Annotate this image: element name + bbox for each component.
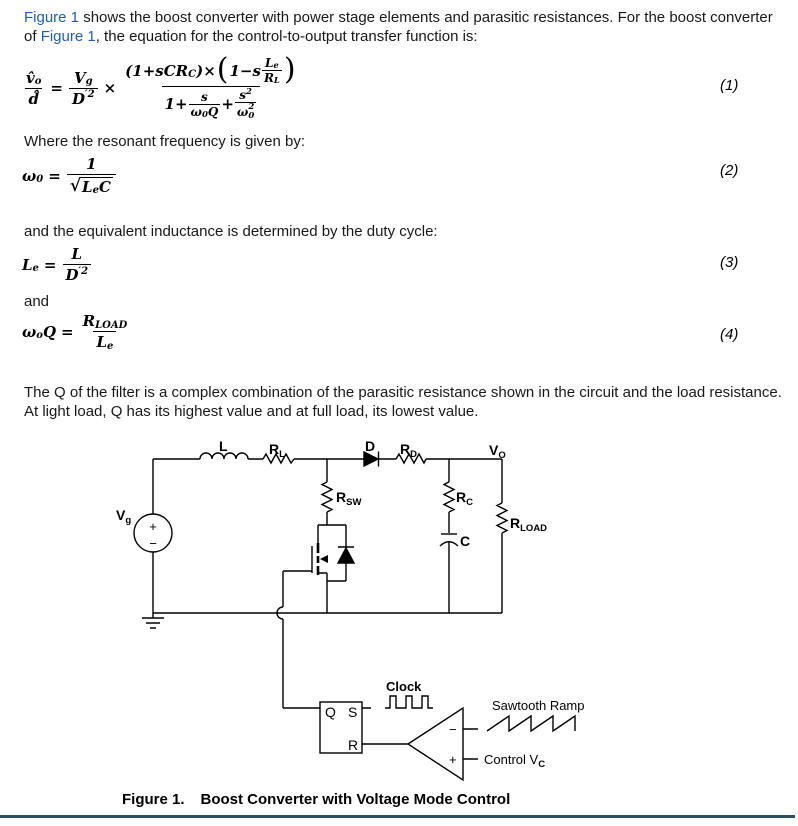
circuit-diagram (0, 430, 798, 790)
equals-sign: = (43, 255, 57, 274)
clock-label: Clock (386, 679, 422, 694)
resistor-rload (497, 503, 507, 533)
comparator-minus-icon: − (449, 722, 457, 737)
equals-sign: = (50, 79, 63, 98)
comparator-plus-icon: + (449, 752, 457, 767)
equation-1-number: (1) (720, 77, 739, 94)
label-cap: C (460, 533, 471, 549)
latch-r-label: R (348, 737, 359, 753)
clock-waveform (385, 696, 433, 708)
label-vg: $V_g$ (116, 507, 132, 526)
figure-caption-title: Boost Converter with Voltage Mode Control (200, 791, 511, 808)
and-line: and (24, 293, 50, 310)
equation-4-number: (4) (720, 326, 739, 343)
equation-2: ω 0 = 1 √ L e C (22, 155, 117, 196)
figure1-link-2[interactable]: Figure 1 (40, 28, 96, 45)
equals-sign: = (61, 322, 74, 341)
equals-sign: = (48, 166, 61, 185)
equation-1 (22, 51, 301, 121)
resistor-rc (444, 482, 454, 512)
mosfet-arrow (320, 555, 328, 563)
q-paragraph: The Q of the filter is a complex combination of the parasitic resistance shown in the circuit and the load resistance. At light load, Q has its highest value and at full load, its lowest value. (24, 384, 782, 420)
eq1-main-fraction: (1+sCR C )× ( 1−s L e R L ) 1+ s ω 0 Q + s 2 ω 2 0 (125, 51, 296, 121)
comparator (408, 708, 463, 780)
where-line: Where the resonant frequency is given by: (24, 133, 305, 150)
source-minus-icon: − (149, 536, 157, 551)
eq3-fraction: L D ′2 (63, 245, 92, 284)
mosfet-switch (312, 525, 346, 613)
equation-3: L e = L D ′2 (22, 245, 92, 284)
eq1-coef-fraction: V g D ′2 (69, 69, 98, 108)
inductance-line: and the equivalent inductance is determined by the duty cycle: (24, 223, 438, 240)
control-vc-label: Control $V_C$ (484, 752, 546, 770)
sawtooth-label: Sawtooth Ramp (492, 698, 585, 713)
latch-q-label: Q (325, 704, 336, 720)
label-diode: D (365, 438, 376, 454)
label-rsw: $R_{SW}$ (336, 489, 362, 508)
times-sign: × (103, 79, 117, 98)
intro-text-1: shows the boost converter with power stage elements and parasitic resistances. For the boost converter of (24, 9, 773, 45)
intro-text-2: , the equation for the control-to-output transfer function is: (95, 28, 478, 45)
label-vo: $V_O$ (489, 442, 506, 461)
latch-s-label: S (348, 704, 358, 720)
eq2-fraction: 1 √ L e C (67, 155, 116, 196)
bottom-rule (0, 815, 795, 818)
equation-4: ω o Q = R LOAD L e (22, 312, 131, 351)
resistor-rsw (322, 482, 332, 512)
label-rload: $R_{LOAD}$ (510, 515, 548, 534)
body-diode (327, 525, 354, 581)
label-rd: $R_D$ (400, 441, 417, 460)
label-rl: $R_L$ (269, 441, 285, 460)
ground-symbol (142, 613, 164, 628)
equation-3-number: (3) (720, 254, 739, 271)
intro-paragraph (24, 8, 782, 46)
equation-2-number: (2) (720, 162, 739, 179)
sawtooth-waveform (487, 716, 575, 731)
label-rc: $R_C$ (456, 489, 473, 508)
eq4-fraction: R LOAD L e (82, 312, 128, 352)
source-plus-icon: + (149, 519, 157, 534)
label-inductor: L (219, 438, 228, 454)
eq1-lhs-fraction: v̂ o d̂ (26, 68, 42, 108)
figure-caption (122, 791, 510, 808)
figure1-link[interactable]: Figure 1 (24, 9, 80, 26)
figure-caption-label: Figure 1. (122, 791, 185, 808)
